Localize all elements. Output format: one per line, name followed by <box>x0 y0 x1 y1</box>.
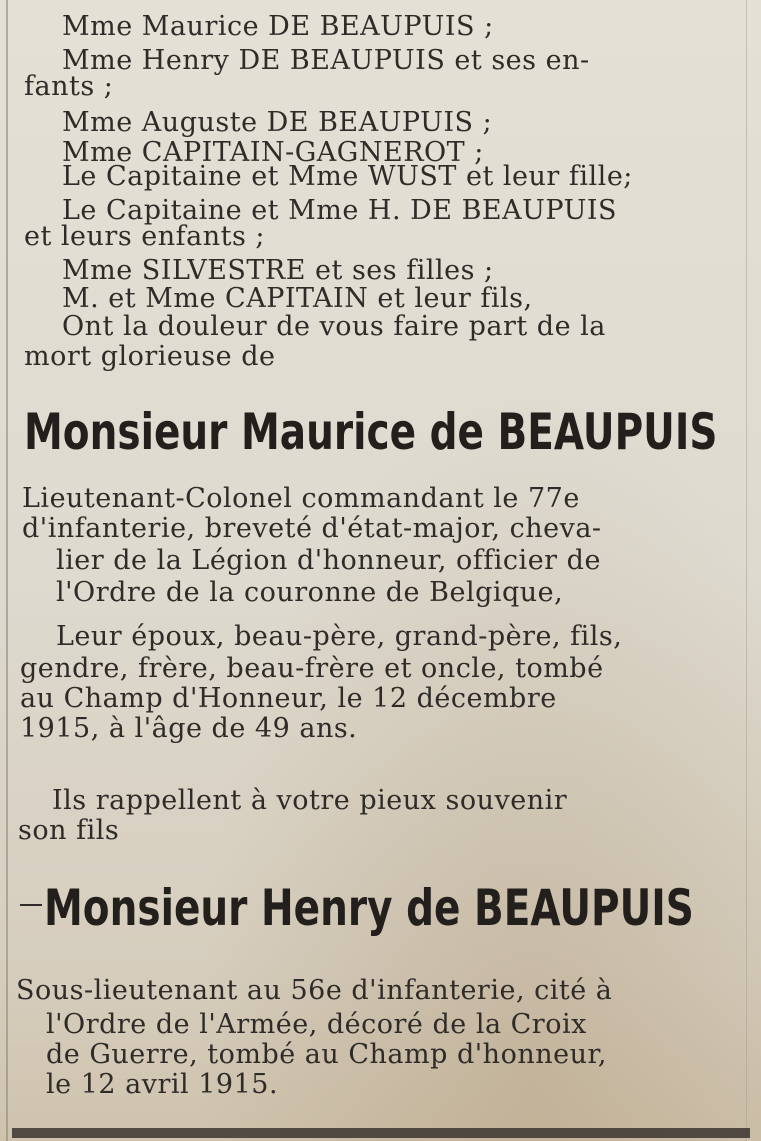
remembrance-line: Ils rappellent à votre pieux souvenir <box>52 785 568 816</box>
title-line: l'Ordre de l'Armée, décoré de la Croix <box>46 1009 587 1040</box>
title-line: lier de la Légion d'honneur, officier de <box>56 545 601 576</box>
title-line: le 12 avril 1915. <box>46 1069 279 1100</box>
family-line: Mme CAPITAIN-GAGNEROT ; <box>62 137 484 168</box>
bottom-rule <box>12 1128 750 1138</box>
family-line: Mme Auguste DE BEAUPUIS ; <box>62 107 493 138</box>
deceased-name-henry: Monsieur Henry de BEAUPUIS <box>44 879 694 937</box>
title-line: de Guerre, tombé au Champ d'honneur, <box>46 1039 607 1070</box>
title-line: l'Ordre de la couronne de Belgique, <box>56 577 564 608</box>
relation-line: 1915, à l'âge de 49 ans. <box>20 713 358 744</box>
column-left-edge <box>6 0 8 1141</box>
family-line: fants ; <box>24 71 114 102</box>
family-line: Mme Maurice DE BEAUPUIS ; <box>62 11 494 42</box>
title-line: Lieutenant-Colonel commandant le 77e <box>22 483 580 514</box>
announcement-line: Ont la douleur de vous faire part de la <box>62 311 606 342</box>
deceased-name-maurice: Monsieur Maurice de BEAUPUIS <box>24 403 718 461</box>
family-line: et leurs enfants ; <box>24 221 265 252</box>
family-line: Mme Henry DE BEAUPUIS et ses en- <box>62 45 590 76</box>
family-line: Mme SILVESTRE et ses filles ; <box>62 255 494 286</box>
family-line: Le Capitaine et Mme WUST et leur fille; <box>62 161 633 192</box>
column-right-edge <box>746 0 747 1141</box>
title-line: d'infanterie, breveté d'état-major, cheva- <box>22 513 602 544</box>
relation-line: Leur époux, beau-père, grand-père, fils, <box>56 621 623 652</box>
family-line: Le Capitaine et Mme H. DE BEAUPUIS <box>62 195 617 226</box>
heading-dash <box>20 904 42 906</box>
remembrance-line: son fils <box>18 815 120 846</box>
announcement-line: mort glorieuse de <box>24 341 276 372</box>
family-line: M. et Mme CAPITAIN et leur fils, <box>62 283 533 314</box>
title-line: Sous-lieutenant au 56e d'infanterie, cité à <box>16 975 613 1006</box>
relation-line: au Champ d'Honneur, le 12 décembre <box>20 683 557 714</box>
relation-line: gendre, frère, beau-frère et oncle, tombé <box>20 653 604 684</box>
